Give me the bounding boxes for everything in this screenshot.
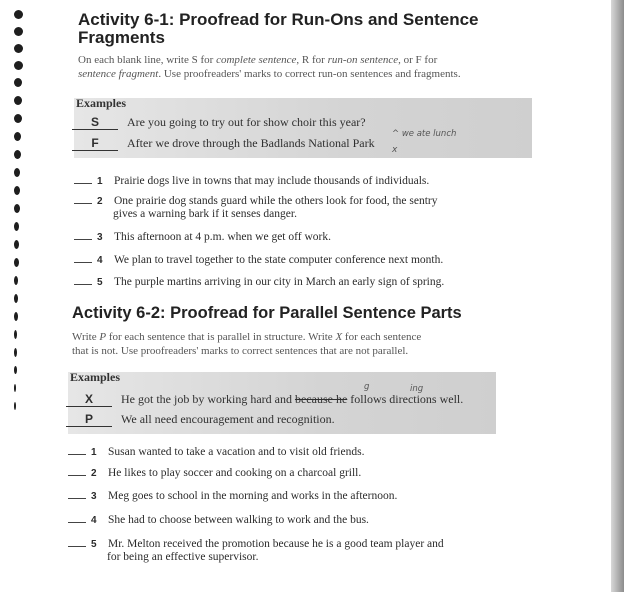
activity2-item-5-cont: for being an effective supervisor. bbox=[107, 551, 259, 563]
example-answer: F bbox=[72, 137, 118, 151]
item-text: We plan to travel together to the state computer conference next month. bbox=[114, 254, 444, 266]
activity2-example-1 bbox=[66, 392, 463, 407]
answer-blank[interactable] bbox=[68, 546, 86, 547]
instr-text: . Use proofreaders' marks to correct run-on sentences and fragments. bbox=[158, 68, 461, 80]
item-text: One prairie dog stands guard while the others look for food, the sentry bbox=[114, 195, 438, 207]
activity2-item-3 bbox=[68, 490, 397, 503]
item-text: This afternoon at 4 p.m. when we get off work. bbox=[114, 231, 331, 243]
binder-hole bbox=[14, 186, 20, 195]
item-text: He likes to play soccer and cooking on a charcoal grill. bbox=[108, 467, 362, 479]
instr-term: P bbox=[99, 331, 107, 343]
binder-hole bbox=[14, 132, 21, 141]
item-number: 2 bbox=[97, 196, 103, 207]
instr-text: , or F for bbox=[398, 54, 438, 66]
instr-term: run-on sentence bbox=[327, 54, 399, 66]
activity1-item-3 bbox=[74, 231, 331, 244]
item-text: Meg goes to school in the morning and works in the afternoon. bbox=[108, 490, 398, 502]
answer-blank[interactable] bbox=[68, 498, 86, 499]
binder-hole bbox=[14, 168, 20, 177]
instr-term: sentence fragment bbox=[78, 68, 159, 80]
item-text: Prairie dogs live in towns that may include thousands of individuals. bbox=[114, 175, 430, 187]
handwritten-mark: g bbox=[364, 382, 370, 392]
item-number: 4 bbox=[91, 515, 97, 526]
item-text: Mr. Melton received the promotion because he is a good team player and bbox=[108, 538, 444, 550]
activity1-title-line2: Fragments bbox=[78, 28, 165, 47]
handwritten-mark: ing bbox=[410, 384, 424, 394]
binder-hole bbox=[14, 366, 17, 374]
activity1-example-1 bbox=[72, 115, 366, 130]
item-number: 4 bbox=[97, 255, 103, 266]
binder-hole bbox=[14, 150, 21, 159]
item-number: 5 bbox=[91, 539, 97, 550]
example-text: After we drove through the Badlands National Park bbox=[127, 136, 375, 150]
answer-blank[interactable] bbox=[68, 522, 86, 523]
example-text: follows directions well. bbox=[347, 392, 464, 406]
activity1-item-4 bbox=[74, 254, 443, 267]
item-number: 5 bbox=[97, 277, 103, 288]
activity2-item-1 bbox=[68, 446, 364, 459]
activity2-examples-label: Examples bbox=[70, 370, 121, 384]
instr-text: for each sentence bbox=[342, 331, 422, 343]
answer-blank[interactable] bbox=[74, 262, 92, 263]
activity1-instructions-line1 bbox=[78, 54, 437, 67]
answer-blank[interactable] bbox=[68, 475, 86, 476]
handwritten-note: we ate lunch bbox=[401, 129, 457, 139]
answer-blank[interactable] bbox=[74, 239, 92, 240]
handwritten-correction: ^ we ate lunch bbox=[392, 129, 457, 139]
activity1-item-2-cont: gives a warning bark if it senses danger. bbox=[113, 208, 297, 220]
binder-hole bbox=[14, 27, 23, 36]
activity2-item-5 bbox=[68, 538, 444, 551]
binder-hole bbox=[14, 61, 23, 70]
binder-hole bbox=[14, 384, 16, 392]
answer-blank[interactable] bbox=[68, 454, 86, 455]
activity2-instructions-line1 bbox=[72, 331, 421, 344]
answer-blank[interactable] bbox=[74, 203, 92, 204]
binder-hole bbox=[14, 10, 23, 19]
example-text: Are you going to try out for show choir this year? bbox=[127, 115, 366, 129]
binder-holes bbox=[14, 0, 26, 592]
binder-hole bbox=[14, 44, 23, 53]
binder-hole bbox=[14, 312, 18, 321]
binder-hole bbox=[14, 294, 18, 303]
activity1-item-2 bbox=[74, 195, 438, 208]
activity2-item-2 bbox=[68, 467, 361, 480]
item-text: Susan wanted to take a vacation and to visit old friends. bbox=[108, 446, 365, 458]
instr-text: On each blank line, write S for bbox=[78, 54, 217, 66]
example-text: He got the job by working hard and bbox=[121, 392, 295, 406]
binder-hole bbox=[14, 78, 22, 87]
instr-text: Write bbox=[72, 331, 100, 343]
activity1-examples-label: Examples bbox=[76, 96, 127, 110]
instr-text: for each sentence that is parallel in structure. Write bbox=[106, 331, 336, 343]
instr-term: complete sentence bbox=[216, 54, 297, 66]
example-answer: P bbox=[66, 413, 112, 427]
handwritten-mark: x bbox=[392, 145, 398, 155]
activity2-item-4 bbox=[68, 514, 369, 527]
binder-hole bbox=[14, 96, 22, 105]
item-number: 3 bbox=[97, 232, 103, 243]
example-text: We all need encouragement and recognition. bbox=[121, 412, 335, 426]
item-number: 1 bbox=[97, 176, 103, 187]
item-text: She had to choose between walking to work and the bus. bbox=[108, 514, 369, 526]
example-answer: S bbox=[72, 116, 118, 130]
binder-hole bbox=[14, 330, 17, 339]
binder-hole bbox=[14, 222, 19, 231]
activity1-instructions-line2 bbox=[78, 68, 461, 81]
activity2-title: Activity 6-2: Proofread for Parallel Sentence Parts bbox=[72, 304, 462, 322]
binder-hole bbox=[14, 258, 19, 267]
binder-hole bbox=[14, 114, 22, 123]
binder-hole bbox=[14, 276, 18, 285]
instr-text: , R for bbox=[296, 54, 328, 66]
instr-term: X bbox=[335, 331, 343, 343]
item-text: The purple martins arriving in our city in March an early sign of spring. bbox=[114, 276, 445, 288]
activity1-item-5 bbox=[74, 276, 444, 289]
page-edge-shadow bbox=[611, 0, 624, 592]
answer-blank[interactable] bbox=[74, 183, 92, 184]
binder-hole bbox=[14, 348, 17, 357]
item-number: 1 bbox=[91, 447, 97, 458]
item-number: 3 bbox=[91, 491, 97, 502]
activity2-instructions-line2: that is not. Use proofreaders' marks to correct sentences that are not parallel. bbox=[72, 345, 409, 357]
example-answer: X bbox=[66, 393, 112, 407]
activity1-example-2 bbox=[72, 136, 375, 151]
activity1-item-1 bbox=[74, 175, 429, 188]
activity2-example-2 bbox=[66, 412, 335, 427]
binder-hole bbox=[14, 240, 19, 249]
binder-hole bbox=[14, 204, 20, 213]
activity1-title-line1: Activity 6-1: Proofread for Run-Ons and Sentence bbox=[78, 10, 479, 29]
item-number: 2 bbox=[91, 468, 97, 479]
answer-blank[interactable] bbox=[74, 284, 92, 285]
struck-text: because he bbox=[294, 392, 348, 406]
binder-hole bbox=[14, 402, 16, 410]
